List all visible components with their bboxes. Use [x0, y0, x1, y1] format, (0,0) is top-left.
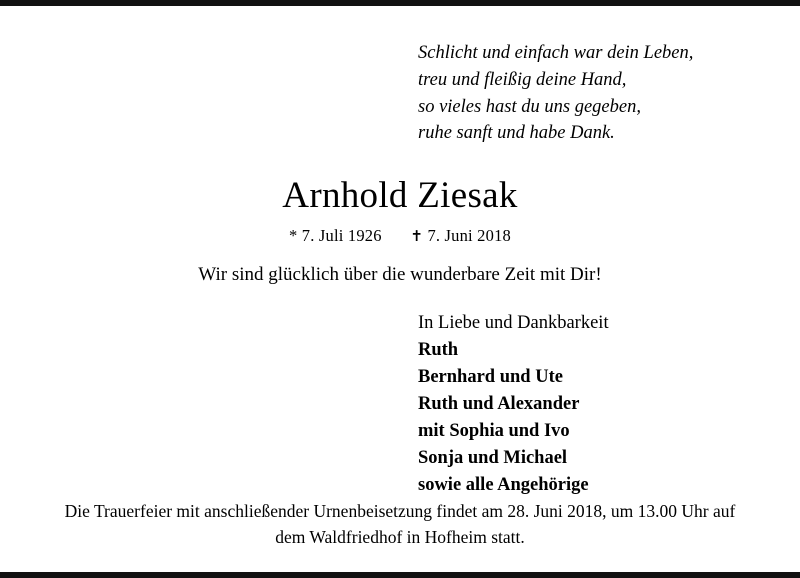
verse-line-1: Schlicht und einfach war dein Leben,	[418, 43, 694, 63]
cross-icon: ✝	[410, 229, 424, 246]
verse-line-4: ruhe sanft und habe Dank.	[418, 123, 615, 144]
verse-block	[418, 40, 754, 147]
birth-date: * 7. Juli 1926	[289, 226, 382, 246]
family-member: sowie alle Angehörige	[418, 475, 589, 496]
family-member: Sonja und Michael	[418, 448, 568, 469]
family-block	[418, 310, 754, 499]
funeral-details-line-1: Die Trauerfeier mit anschließender Urnenbeisetzung findet am 28. Juni 2018, um 13.00 Uhr auf	[64, 501, 736, 522]
family-lead: In Liebe und Dankbarkeit	[418, 313, 609, 334]
funeral-details	[46, 499, 754, 558]
obituary-content	[0, 6, 800, 572]
family-member: Bernhard und Ute	[418, 367, 563, 388]
funeral-details-line-2: dem Waldfriedhof in Hofheim statt.	[275, 526, 525, 547]
family-member: Ruth	[418, 340, 459, 361]
verse-line-2: treu und fleißig deine Hand,	[418, 69, 627, 90]
verse-line-3: so vieles hast du uns gegeben,	[418, 96, 641, 117]
tribute-line: Wir sind glücklich über die wunderbare Zeit mit Dir!	[198, 264, 602, 286]
family-member: mit Sophia und Ivo	[418, 421, 570, 442]
family-member: Ruth und Alexander	[418, 394, 580, 415]
life-dates	[46, 226, 754, 246]
deceased-name: Arnhold Ziesak	[282, 175, 518, 217]
death-date: 7. Juni 2018	[427, 226, 511, 246]
